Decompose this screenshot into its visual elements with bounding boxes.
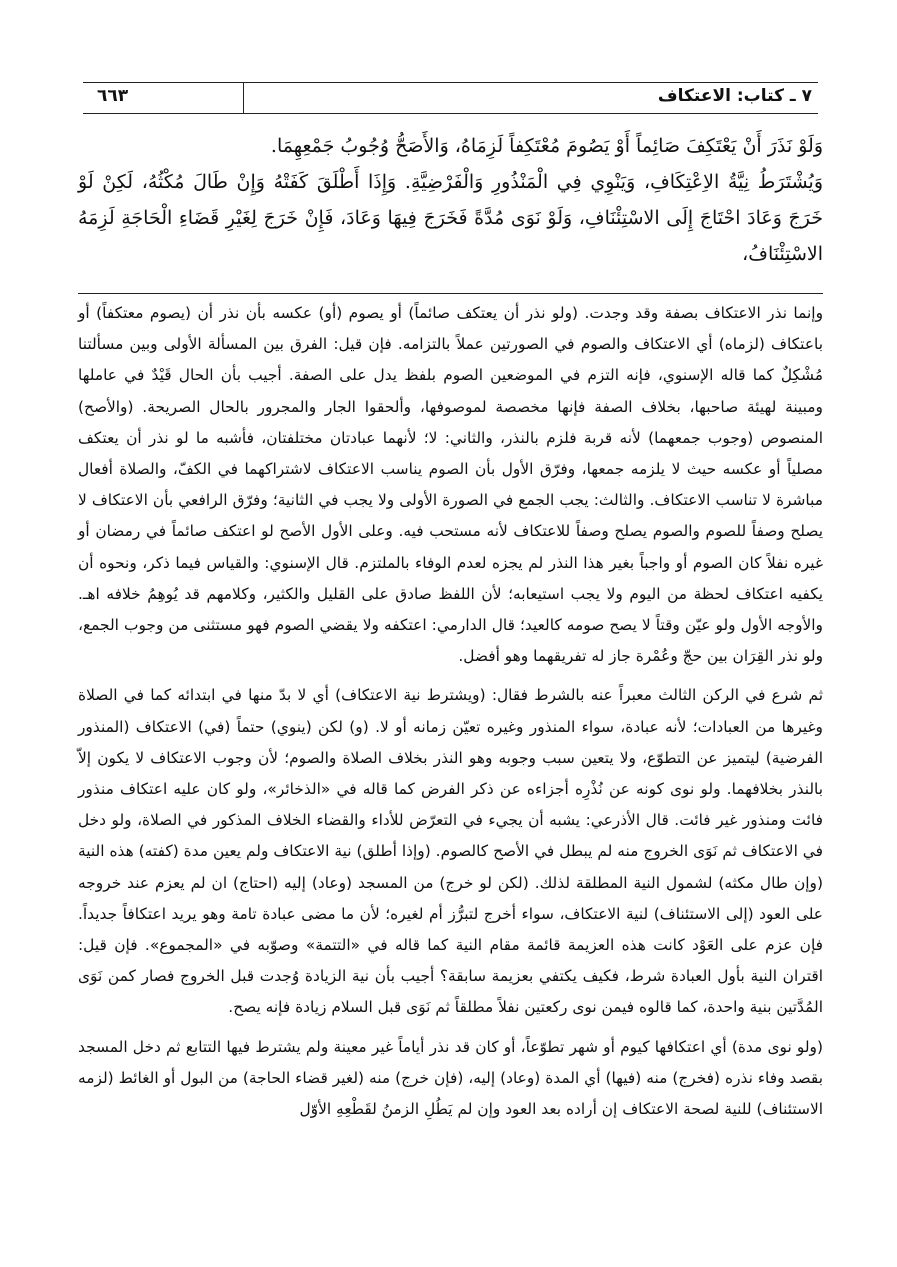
page-header — [83, 82, 818, 114]
commentary-paragraph: (ولو نوى مدة) أي اعتكافها كيوم أو شهر تطوّعاً، أو كان قد نذر أياماً غير معينة ولم يشترط فيها التتابع ثم دخل المسجد بقصد وفاء نذره (فخرج) منه (فيها) أي المدة (وعاد) إليه، (فإن خرج) منه (لغير قضاء الحاجة) من البول أو الغائط (لزمه الاستئناف) للنية لصحة الاعتكاف إن أراده بعد العود وإن لم يَطُلِ الزمنُ لقَطْعِهِ الأوّل — [78, 1037, 823, 1119]
page-number: ٦٦٣ — [97, 86, 129, 106]
matn-paragraph: وَيُشْتَرَطُ نِيَّةُ الاِعْتِكَافِ، وَيَنْوِي فِي الْمَنْذُورِ وَالْفَرْضِيَّةِ. وَإِذَا أَطْلَقَ كَفَتْهُ وَإِنْ طَالَ مُكْثُهُ، لَكِنْ لَوْ خَرَجَ وَعَادَ احْتَاجَ إِلَى الاسْتِئْنَافِ، وَلَوْ نَوَى مُدَّةً فَخَرَجَ فِيهَا وَعَادَ، فَإِنْ خَرَجَ لِغَيْرِ قَضَاءِ الْحَاجَةِ لَزِمَهُ الاسْتِئْنَافُ، — [78, 171, 823, 265]
chapter-title: ٧ ـ كتاب: الاعتكاف — [657, 86, 812, 106]
matn-text — [78, 128, 823, 272]
section-divider — [78, 293, 823, 294]
matn-paragraph: وَلَوْ نَذَرَ أَنْ يَعْتَكِفَ صَائِماً أَوْ يَصُومَ مُعْتَكِفاً لَزِمَاهُ، وَالأَصَحُّ وُجُوبُ جَمْعِهِمَا. — [270, 135, 823, 157]
commentary-text — [78, 298, 823, 1125]
commentary-paragraph: ثم شرع في الركن الثالث معبراً عنه بالشرط فقال: (ويشترط نية الاعتكاف) أي لا بدّ منها في ابتدائه كما في الصلاة وغيرها من العبادات؛ لأنه عبادة، سواء المنذور وغيره تعيّن زمانه أو لا. (و) لكن (ينوي) حتماً (في) الاعتكاف (المنذور الفرضية) ليتميز عن التطوّع، ولا يتعين سبب وجوبه وهو النذر بخلاف الصلاة والصوم؛ لأن وجوب الاعتكاف لا يكون إلاّ بالنذر بخلافهما. ولو نوى كونه عن نُذْرِه أجزاءه عن ذكر الفرض كما قاله في «الذخائر»، ولو كان عليه اعتكاف منذور فائت ومنذور غير فائت. قال الأذرعي: يشبه أن يجيء في التعرّض للأداء والقضاء الخلاف المذكور في الصلاة، ولو دخل في الاعتكاف ثم نَوَى الخروج منه لم يبطل في الأصح كالصوم. (وإذا أطلق) نية الاعتكاف ولم يعين مدة (كفته) هذه النية (وإن طال مكثه) لشمول النية المطلقة لذلك. (لكن لو خرج) من المسجد (وعاد) إليه (احتاج) ان لم يعزم عند خروجه على العود (إلى الاستئناف) لنية الاعتكاف، سواء أخرج لتبرُّز أم لغيره؛ لأن ما مضى عبادة تامة وهو يريد اعتكافاً جديداً. فإن عزم على العَوْد كانت هذه العزيمة قائمة مقام النية كما قاله في «التتمة» وصوّبه في «المجموع». فإن قيل: اقتران النية بأول العبادة شرط، فكيف يكتفي بعزيمة سابقة؟ أجيب بأن نية الزيادة وُجدت قبل الخروج فصار كمن نَوَى المُدَّتين بنية واحدة، كما قالوه فيمن نوى ركعتين نفلاً مطلقاً ثم نَوَى قبل السلام زيادة فإنه يصح. — [78, 686, 823, 1017]
commentary-paragraph: وإنما نذر الاعتكاف بصفة وقد وجدت. (ولو نذر أن يعتكف صائماً) أو يصوم (أو) عكسه بأن نذر أن (يصوم معتكفاً) أو باعتكاف (لزماه) أي الاعتكاف والصوم في الصورتين عملاً بالتزامه. فإن قيل: الفرق بين المسألة الأولى وبين مسألتنا مُشْكِلٌ كما قاله الإسنوي، فإنه التزم في الموضعين الصوم بلفظ يدل على الصفة. أجيب بأن الحال قَيْدٌ في عاملها ومبينة لهيئة صاحبها، بخلاف الصفة فإنها مخصصة لموصوفها، وألحقوا الجار والمجرور بالحال الصريحة. (والأصح) المنصوص (وجوب جمعهما) لأنه قربة فلزم بالنذر، والثاني: لا؛ لأنهما عبادتان مختلفتان، فأشبه ما لو نذر أن يعتكف مصلياً أو عكسه حيث لا يلزمه جمعها، وفرّق الأول بأن الصوم يناسب الاعتكاف لاشتراكهما في الكفّ، والصلاة أفعال مباشرة لا تناسب الاعتكاف. والثالث: يجب الجمع في الصورة الأولى ولا يجب في الثانية؛ وفرّق الرافعي بأن الاعتكاف لا يصلح وصفاً للصوم والصوم يصلح وصفاً للاعتكاف لأنه مستحب فيه. وعلى الأول الأصح لو اعتكف صائماً في رمضان أو غيره نفلاً كان الصوم أو واجباً بغير هذا النذر لم يجزه لعدم الوفاء بالملتزم. قال الإسنوي: والقياس فيما ذكر، ونحوه أن يكفيه اعتكاف لحظة من اليوم ولا يجب استيعابه؛ لأن اللفظ صادق على القليل والكثير، وكلامهم قد يُوهِمُ خلافه اهـ. والأوجه الأول ولو عيّن وقتاً لا يصح صومه كالعيد؛ قال الدارمي: اعتكفه ولا يقضي الصوم فهو مستثنى من وجوب الجمع، ولو نذر القِرَان بين حجّ وعُمْرة جاز له تفريقهما وهو أفضل. — [78, 304, 823, 666]
header-separator — [243, 83, 244, 113]
